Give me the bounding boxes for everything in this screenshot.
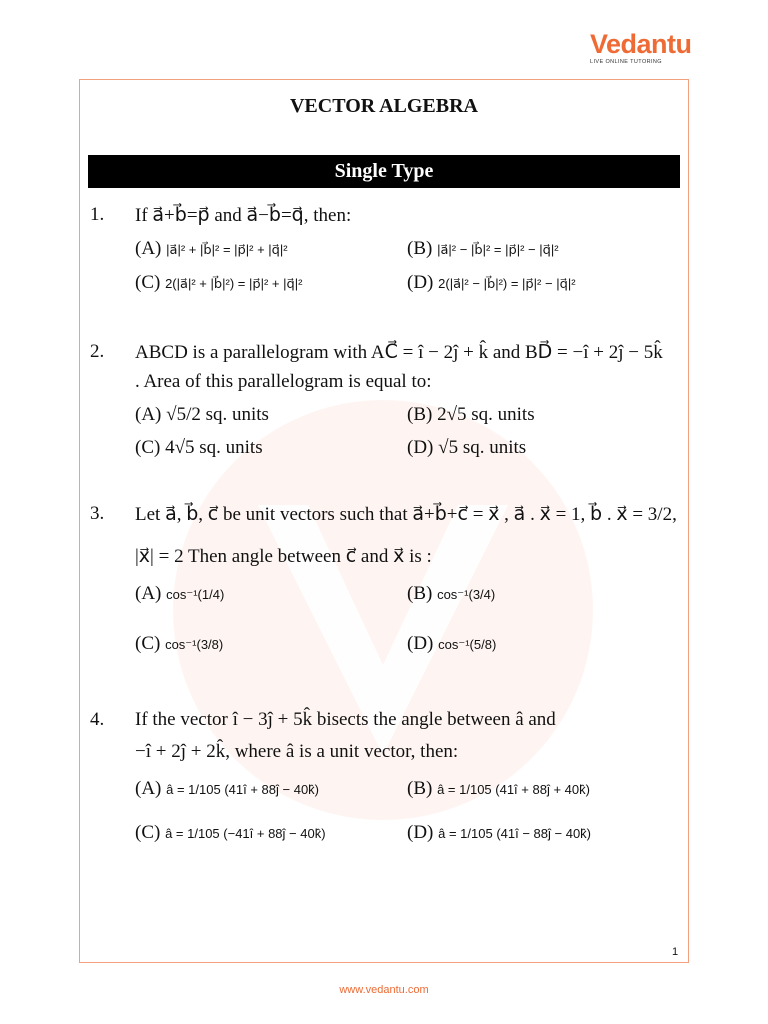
option-label: (A) [135,238,162,259]
option-b [407,778,590,800]
option-text: â = 1/105 (41î + 88ĵ + 40k̂) [437,782,590,797]
option-d [407,822,591,844]
question-number: 2. [90,341,105,362]
question-text: . Area of this parallelogram is equal to: [135,371,432,392]
logo-wordmark [590,30,690,58]
option-text: cos⁻¹(3/4) [437,587,496,602]
option-text: 2(|a⃗|² + |b⃗|²) = |p⃗|² + |q⃗|² [165,276,303,291]
option-text: 2√5 sq. units [437,404,535,425]
question-number: 1. [90,204,105,225]
option-text: â = 1/105 (41î − 88ĵ − 40k̂) [438,826,591,841]
option-a [135,404,269,426]
option-text: cos⁻¹(3/8) [165,637,224,652]
logo-tagline: LIVE ONLINE TUTORING [590,59,662,65]
question-text: If a⃗+b⃗=p⃗ and a⃗−b⃗=q⃗, then: [135,205,352,226]
option-label: (A) [135,583,162,604]
question-number: 4. [90,709,105,730]
option-c [135,822,326,844]
footer-url[interactable]: www.vedantu.com [339,984,429,996]
option-text: 4√5 sq. units [165,437,263,458]
option-a [135,238,288,260]
option-label: (B) [407,778,433,799]
option-label: (D) [407,633,434,654]
option-label: (D) [407,437,434,458]
page-title: VECTOR ALGEBRA [289,95,478,117]
option-c [135,437,263,459]
question-number: 3. [90,503,105,524]
question-text: |x⃗| = 2 Then angle between c⃗ and x⃗ is : [135,546,432,567]
vedantu-logo [590,30,690,72]
option-text: â = 1/105 (41î + 88ĵ − 40k̂) [166,782,319,797]
option-label: (A) [135,404,162,425]
option-label: (A) [135,778,162,799]
logo-name: Vedantu [590,29,692,59]
option-text: cos⁻¹(1/4) [166,587,225,602]
option-text: cos⁻¹(5/8) [438,637,497,652]
option-text: √5/2 sq. units [166,404,269,425]
section-banner: Single Type [88,155,680,188]
option-text: √5 sq. units [438,437,527,458]
option-c [135,633,223,655]
option-label: (B) [407,404,433,425]
option-b [407,583,495,605]
option-label: (C) [135,822,161,843]
option-text: |a⃗|² − |b⃗|² = |p⃗|² − |q⃗|² [437,242,559,257]
question-text: ABCD is a parallelogram with AC⃗ = î − 2ĵ + k̂ and BD⃗ = −î + 2ĵ − 5k̂ [135,342,663,363]
option-b [407,404,535,426]
option-d [407,272,576,294]
option-label: (B) [407,238,433,259]
question-text: −î + 2ĵ + 2k̂, where â is a unit vector, then: [135,741,459,762]
option-c [135,272,302,294]
option-label: (C) [135,437,161,458]
option-d [407,633,496,655]
option-label: (C) [135,272,161,293]
page-number: 1 [672,946,679,958]
option-b [407,238,559,260]
option-label: (D) [407,272,434,293]
option-label: (C) [135,633,161,654]
question-text: If the vector î − 3ĵ + 5k̂ bisects the angle between â and [135,709,556,730]
question-text: Let a⃗, b⃗, c⃗ be unit vectors such that a⃗+b⃗+c⃗ = x⃗ , a⃗ . x⃗ = 1, b⃗ . x⃗ = 3/2, [135,504,677,525]
option-a [135,778,319,800]
option-text: |a⃗|² + |b⃗|² = |p⃗|² + |q⃗|² [166,242,288,257]
option-d [407,437,526,459]
option-text: 2(|a⃗|² − |b⃗|²) = |p⃗|² − |q⃗|² [438,276,576,291]
option-label: (B) [407,583,433,604]
option-text: â = 1/105 (−41î + 88ĵ − 40k̂) [165,826,326,841]
option-a [135,583,224,605]
option-label: (D) [407,822,434,843]
